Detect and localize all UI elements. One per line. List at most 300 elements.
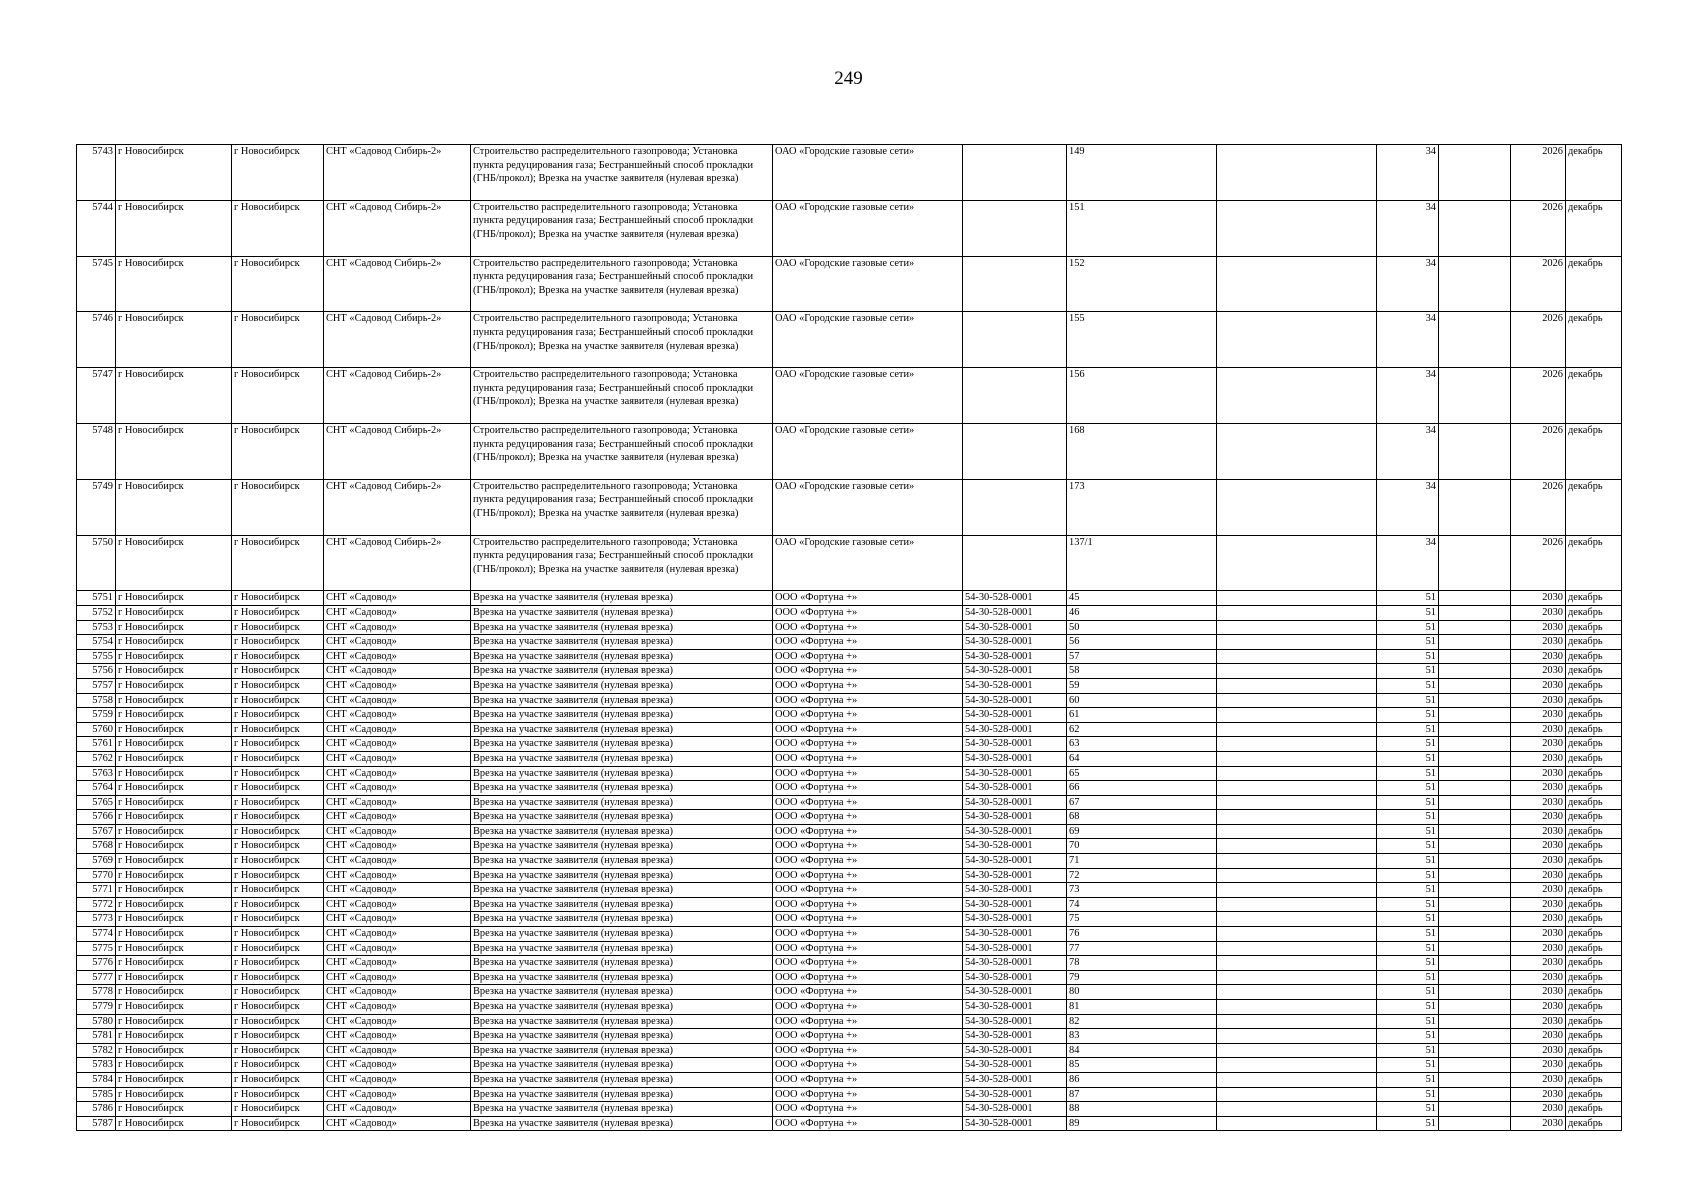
table-row (77, 535, 1622, 591)
distance-cell: 51 (1377, 605, 1439, 620)
year-cell: 2026 (1511, 423, 1566, 479)
blank-cell-1-cell (1217, 781, 1377, 796)
territory-cell: СНТ «Садовод» (324, 1102, 471, 1117)
gas-operator-cell: ООО «Фортуна +» (773, 1102, 963, 1117)
gas-operator-cell: ООО «Фортуна +» (773, 664, 963, 679)
row-number-cell: 5750 (77, 535, 116, 591)
blank-cell-2-cell (1439, 766, 1511, 781)
blank-cell-2-cell (1439, 941, 1511, 956)
object-code-cell: 54-30-528-0001 (963, 854, 1067, 869)
month-cell: декабрь (1566, 737, 1622, 752)
territory-cell: СНТ «Садовод» (324, 1116, 471, 1131)
year-cell: 2030 (1511, 956, 1566, 971)
month-cell: декабрь (1566, 664, 1622, 679)
object-code-cell (963, 368, 1067, 424)
municipality-cell: г Новосибирск (116, 751, 232, 766)
object-code-cell: 54-30-528-0001 (963, 620, 1067, 635)
gas-operator-cell: ОАО «Городские газовые сети» (773, 423, 963, 479)
work-description-cell: Врезка на участке заявителя (нулевая врезка) (471, 854, 773, 869)
month-cell: декабрь (1566, 897, 1622, 912)
municipality-cell: г Новосибирск (116, 368, 232, 424)
blank-cell-1-cell (1217, 941, 1377, 956)
gas-operator-cell: ООО «Фортуна +» (773, 605, 963, 620)
plot-number-cell: 69 (1067, 824, 1217, 839)
month-cell: декабрь (1566, 200, 1622, 256)
row-number-cell: 5779 (77, 1000, 116, 1015)
municipality-cell: г Новосибирск (116, 795, 232, 810)
plot-number-cell: 79 (1067, 970, 1217, 985)
object-code-cell (963, 423, 1067, 479)
month-cell: декабрь (1566, 912, 1622, 927)
work-description-cell: Врезка на участке заявителя (нулевая врезка) (471, 693, 773, 708)
blank-cell-1-cell (1217, 535, 1377, 591)
blank-cell-2-cell (1439, 649, 1511, 664)
blank-cell-1-cell (1217, 145, 1377, 201)
settlement-cell: г Новосибирск (232, 312, 324, 368)
distance-cell: 51 (1377, 708, 1439, 723)
plot-number-cell: 61 (1067, 708, 1217, 723)
plot-number-cell: 173 (1067, 479, 1217, 535)
blank-cell-2-cell (1439, 737, 1511, 752)
blank-cell-2-cell (1439, 868, 1511, 883)
municipality-cell: г Новосибирск (116, 927, 232, 942)
territory-cell: СНТ «Садовод» (324, 664, 471, 679)
distance-cell: 34 (1377, 535, 1439, 591)
object-code-cell: 54-30-528-0001 (963, 912, 1067, 927)
row-number-cell: 5780 (77, 1014, 116, 1029)
settlement-cell: г Новосибирск (232, 708, 324, 723)
object-code-cell: 54-30-528-0001 (963, 941, 1067, 956)
object-code-cell: 54-30-528-0001 (963, 1014, 1067, 1029)
distance-cell: 34 (1377, 423, 1439, 479)
month-cell: декабрь (1566, 795, 1622, 810)
year-cell: 2030 (1511, 591, 1566, 606)
plot-number-cell: 72 (1067, 868, 1217, 883)
object-code-cell: 54-30-528-0001 (963, 897, 1067, 912)
table-row (77, 766, 1622, 781)
row-number-cell: 5760 (77, 722, 116, 737)
year-cell: 2026 (1511, 479, 1566, 535)
row-number-cell: 5756 (77, 664, 116, 679)
blank-cell-1-cell (1217, 479, 1377, 535)
municipality-cell: г Новосибирск (116, 200, 232, 256)
plot-number-cell: 78 (1067, 956, 1217, 971)
work-description-cell: Врезка на участке заявителя (нулевая врезка) (471, 1058, 773, 1073)
work-description-cell: Врезка на участке заявителя (нулевая врезка) (471, 1116, 773, 1131)
gas-operator-cell: ООО «Фортуна +» (773, 941, 963, 956)
object-code-cell: 54-30-528-0001 (963, 868, 1067, 883)
table-row (77, 708, 1622, 723)
month-cell: декабрь (1566, 868, 1622, 883)
territory-cell: СНТ «Садовод Сибирь-2» (324, 312, 471, 368)
gas-operator-cell: ОАО «Городские газовые сети» (773, 200, 963, 256)
municipality-cell: г Новосибирск (116, 781, 232, 796)
settlement-cell: г Новосибирск (232, 883, 324, 898)
month-cell: декабрь (1566, 970, 1622, 985)
gas-operator-cell: ООО «Фортуна +» (773, 970, 963, 985)
work-description-cell: Врезка на участке заявителя (нулевая врезка) (471, 810, 773, 825)
territory-cell: СНТ «Садовод» (324, 927, 471, 942)
blank-cell-2-cell (1439, 839, 1511, 854)
month-cell: декабрь (1566, 1000, 1622, 1015)
month-cell: декабрь (1566, 635, 1622, 650)
blank-cell-1-cell (1217, 200, 1377, 256)
month-cell: декабрь (1566, 605, 1622, 620)
year-cell: 2026 (1511, 145, 1566, 201)
year-cell: 2030 (1511, 824, 1566, 839)
blank-cell-2-cell (1439, 678, 1511, 693)
object-code-cell: 54-30-528-0001 (963, 1000, 1067, 1015)
blank-cell-2-cell (1439, 479, 1511, 535)
settlement-cell: г Новосибирск (232, 824, 324, 839)
blank-cell-2-cell (1439, 795, 1511, 810)
row-number-cell: 5777 (77, 970, 116, 985)
plot-number-cell: 81 (1067, 1000, 1217, 1015)
year-cell: 2030 (1511, 1043, 1566, 1058)
plot-number-cell: 149 (1067, 145, 1217, 201)
table-row (77, 1102, 1622, 1117)
municipality-cell: г Новосибирск (116, 620, 232, 635)
municipality-cell: г Новосибирск (116, 737, 232, 752)
settlement-cell: г Новосибирск (232, 1102, 324, 1117)
blank-cell-2-cell (1439, 1000, 1511, 1015)
settlement-cell: г Новосибирск (232, 781, 324, 796)
month-cell: декабрь (1566, 854, 1622, 869)
blank-cell-2-cell (1439, 1102, 1511, 1117)
work-description-cell: Врезка на участке заявителя (нулевая врезка) (471, 897, 773, 912)
blank-cell-1-cell (1217, 368, 1377, 424)
work-description-cell: Строительство распределительного газопровода; Установка пункта редуцирования газа; Бестраншейный способ прокладки (ГНБ/прокол); Врезка на участке заявителя (нулевая врезка) (471, 479, 773, 535)
object-code-cell (963, 535, 1067, 591)
work-description-cell: Врезка на участке заявителя (нулевая врезка) (471, 970, 773, 985)
blank-cell-1-cell (1217, 722, 1377, 737)
table-row (77, 824, 1622, 839)
municipality-cell: г Новосибирск (116, 1072, 232, 1087)
object-code-cell: 54-30-528-0001 (963, 693, 1067, 708)
plot-number-cell: 63 (1067, 737, 1217, 752)
table-row (77, 941, 1622, 956)
blank-cell-2-cell (1439, 708, 1511, 723)
distance-cell: 51 (1377, 1116, 1439, 1131)
year-cell: 2030 (1511, 810, 1566, 825)
distance-cell: 51 (1377, 854, 1439, 869)
table-row (77, 620, 1622, 635)
territory-cell: СНТ «Садовод Сибирь-2» (324, 423, 471, 479)
blank-cell-2-cell (1439, 956, 1511, 971)
gas-operator-cell: ООО «Фортуна +» (773, 985, 963, 1000)
month-cell: декабрь (1566, 1116, 1622, 1131)
blank-cell-1-cell (1217, 1058, 1377, 1073)
municipality-cell: г Новосибирск (116, 1014, 232, 1029)
territory-cell: СНТ «Садовод» (324, 883, 471, 898)
month-cell: декабрь (1566, 985, 1622, 1000)
gas-operator-cell: ООО «Фортуна +» (773, 1000, 963, 1015)
year-cell: 2030 (1511, 737, 1566, 752)
distance-cell: 51 (1377, 1058, 1439, 1073)
row-number-cell: 5743 (77, 145, 116, 201)
blank-cell-2-cell (1439, 256, 1511, 312)
distance-cell: 34 (1377, 368, 1439, 424)
blank-cell-1-cell (1217, 1000, 1377, 1015)
blank-cell-2-cell (1439, 635, 1511, 650)
territory-cell: СНТ «Садовод» (324, 708, 471, 723)
municipality-cell: г Новосибирск (116, 912, 232, 927)
blank-cell-2-cell (1439, 620, 1511, 635)
distance-cell: 51 (1377, 693, 1439, 708)
month-cell: декабрь (1566, 839, 1622, 854)
year-cell: 2030 (1511, 708, 1566, 723)
municipality-cell: г Новосибирск (116, 1116, 232, 1131)
table-row (77, 693, 1622, 708)
plot-number-cell: 86 (1067, 1072, 1217, 1087)
territory-cell: СНТ «Садовод» (324, 868, 471, 883)
table-row (77, 912, 1622, 927)
row-number-cell: 5772 (77, 897, 116, 912)
row-number-cell: 5768 (77, 839, 116, 854)
territory-cell: СНТ «Садовод» (324, 1043, 471, 1058)
municipality-cell: г Новосибирск (116, 985, 232, 1000)
distance-cell: 51 (1377, 635, 1439, 650)
settlement-cell: г Новосибирск (232, 868, 324, 883)
distance-cell: 51 (1377, 751, 1439, 766)
row-number-cell: 5785 (77, 1087, 116, 1102)
blank-cell-1-cell (1217, 678, 1377, 693)
territory-cell: СНТ «Садовод Сибирь-2» (324, 145, 471, 201)
distance-cell: 34 (1377, 145, 1439, 201)
plot-number-cell: 59 (1067, 678, 1217, 693)
work-description-cell: Врезка на участке заявителя (нулевая врезка) (471, 1102, 773, 1117)
object-code-cell: 54-30-528-0001 (963, 883, 1067, 898)
distance-cell: 51 (1377, 1102, 1439, 1117)
distance-cell: 34 (1377, 256, 1439, 312)
settlement-cell: г Новосибирск (232, 256, 324, 312)
municipality-cell: г Новосибирск (116, 678, 232, 693)
row-number-cell: 5766 (77, 810, 116, 825)
territory-cell: СНТ «Садовод» (324, 635, 471, 650)
territory-cell: СНТ «Садовод» (324, 1072, 471, 1087)
municipality-cell: г Новосибирск (116, 941, 232, 956)
municipality-cell: г Новосибирск (116, 897, 232, 912)
plot-number-cell: 67 (1067, 795, 1217, 810)
table-row (77, 722, 1622, 737)
blank-cell-2-cell (1439, 1116, 1511, 1131)
object-code-cell: 54-30-528-0001 (963, 737, 1067, 752)
blank-cell-2-cell (1439, 1014, 1511, 1029)
row-number-cell: 5786 (77, 1102, 116, 1117)
year-cell: 2030 (1511, 795, 1566, 810)
blank-cell-2-cell (1439, 605, 1511, 620)
gas-operator-cell: ОАО «Городские газовые сети» (773, 368, 963, 424)
blank-cell-1-cell (1217, 1014, 1377, 1029)
settlement-cell: г Новосибирск (232, 1116, 324, 1131)
year-cell: 2030 (1511, 766, 1566, 781)
year-cell: 2030 (1511, 605, 1566, 620)
distance-cell: 51 (1377, 927, 1439, 942)
gas-operator-cell: ОАО «Городские газовые сети» (773, 256, 963, 312)
object-code-cell: 54-30-528-0001 (963, 708, 1067, 723)
row-number-cell: 5747 (77, 368, 116, 424)
distance-cell: 51 (1377, 722, 1439, 737)
distance-cell: 34 (1377, 479, 1439, 535)
object-code-cell: 54-30-528-0001 (963, 664, 1067, 679)
settlement-cell: г Новосибирск (232, 200, 324, 256)
year-cell: 2030 (1511, 839, 1566, 854)
blank-cell-1-cell (1217, 927, 1377, 942)
row-number-cell: 5745 (77, 256, 116, 312)
table-row (77, 649, 1622, 664)
settlement-cell: г Новосибирск (232, 737, 324, 752)
work-description-cell: Врезка на участке заявителя (нулевая врезка) (471, 927, 773, 942)
settlement-cell: г Новосибирск (232, 722, 324, 737)
gas-operator-cell: ООО «Фортуна +» (773, 795, 963, 810)
distance-cell: 51 (1377, 795, 1439, 810)
row-number-cell: 5755 (77, 649, 116, 664)
row-number-cell: 5763 (77, 766, 116, 781)
plot-number-cell: 152 (1067, 256, 1217, 312)
blank-cell-2-cell (1439, 722, 1511, 737)
year-cell: 2030 (1511, 1072, 1566, 1087)
blank-cell-2-cell (1439, 1043, 1511, 1058)
table-row (77, 970, 1622, 985)
month-cell: декабрь (1566, 810, 1622, 825)
object-code-cell: 54-30-528-0001 (963, 678, 1067, 693)
object-code-cell: 54-30-528-0001 (963, 810, 1067, 825)
municipality-cell: г Новосибирск (116, 649, 232, 664)
plot-number-cell: 151 (1067, 200, 1217, 256)
blank-cell-1-cell (1217, 664, 1377, 679)
distance-cell: 51 (1377, 678, 1439, 693)
settlement-cell: г Новосибирск (232, 912, 324, 927)
work-description-cell: Врезка на участке заявителя (нулевая врезка) (471, 1000, 773, 1015)
month-cell: декабрь (1566, 941, 1622, 956)
year-cell: 2030 (1511, 1116, 1566, 1131)
blank-cell-2-cell (1439, 535, 1511, 591)
year-cell: 2030 (1511, 1029, 1566, 1044)
municipality-cell: г Новосибирск (116, 708, 232, 723)
month-cell: декабрь (1566, 781, 1622, 796)
gas-operator-cell: ООО «Фортуна +» (773, 1043, 963, 1058)
table-row (77, 200, 1622, 256)
month-cell: декабрь (1566, 423, 1622, 479)
settlement-cell: г Новосибирск (232, 1072, 324, 1087)
gas-operator-cell: ООО «Фортуна +» (773, 868, 963, 883)
object-code-cell: 54-30-528-0001 (963, 605, 1067, 620)
blank-cell-1-cell (1217, 912, 1377, 927)
month-cell: декабрь (1566, 956, 1622, 971)
settlement-cell: г Новосибирск (232, 1087, 324, 1102)
blank-cell-2-cell (1439, 1058, 1511, 1073)
plot-number-cell: 75 (1067, 912, 1217, 927)
blank-cell-1-cell (1217, 1029, 1377, 1044)
municipality-cell: г Новосибирск (116, 883, 232, 898)
blank-cell-1-cell (1217, 708, 1377, 723)
settlement-cell: г Новосибирск (232, 535, 324, 591)
month-cell: декабрь (1566, 535, 1622, 591)
territory-cell: СНТ «Садовод» (324, 795, 471, 810)
table-row (77, 1029, 1622, 1044)
object-code-cell: 54-30-528-0001 (963, 927, 1067, 942)
plot-number-cell: 56 (1067, 635, 1217, 650)
object-code-cell (963, 200, 1067, 256)
gas-operator-cell: ООО «Фортуна +» (773, 635, 963, 650)
gas-operator-cell: ООО «Фортуна +» (773, 781, 963, 796)
settlement-cell: г Новосибирск (232, 145, 324, 201)
settlement-cell: г Новосибирск (232, 985, 324, 1000)
year-cell: 2030 (1511, 1087, 1566, 1102)
municipality-cell: г Новосибирск (116, 605, 232, 620)
settlement-cell: г Новосибирск (232, 693, 324, 708)
work-description-cell: Врезка на участке заявителя (нулевая врезка) (471, 708, 773, 723)
table-row (77, 1014, 1622, 1029)
municipality-cell: г Новосибирск (116, 1029, 232, 1044)
object-code-cell: 54-30-528-0001 (963, 839, 1067, 854)
month-cell: декабрь (1566, 312, 1622, 368)
distance-cell: 34 (1377, 312, 1439, 368)
work-description-cell: Врезка на участке заявителя (нулевая врезка) (471, 985, 773, 1000)
plot-number-cell: 168 (1067, 423, 1217, 479)
object-code-cell (963, 312, 1067, 368)
plot-number-cell: 50 (1067, 620, 1217, 635)
plot-number-cell: 57 (1067, 649, 1217, 664)
plot-number-cell: 65 (1067, 766, 1217, 781)
work-description-cell: Врезка на участке заявителя (нулевая врезка) (471, 766, 773, 781)
row-number-cell: 5767 (77, 824, 116, 839)
table-row (77, 591, 1622, 606)
municipality-cell: г Новосибирск (116, 1087, 232, 1102)
table-row (77, 883, 1622, 898)
distance-cell: 34 (1377, 200, 1439, 256)
object-code-cell: 54-30-528-0001 (963, 824, 1067, 839)
month-cell: декабрь (1566, 1043, 1622, 1058)
work-description-cell: Врезка на участке заявителя (нулевая врезка) (471, 1029, 773, 1044)
table-row (77, 810, 1622, 825)
table-row (77, 839, 1622, 854)
plot-number-cell: 77 (1067, 941, 1217, 956)
month-cell: декабрь (1566, 620, 1622, 635)
year-cell: 2030 (1511, 1102, 1566, 1117)
table-row (77, 868, 1622, 883)
work-description-cell: Врезка на участке заявителя (нулевая врезка) (471, 591, 773, 606)
row-number-cell: 5778 (77, 985, 116, 1000)
row-number-cell: 5758 (77, 693, 116, 708)
row-number-cell: 5746 (77, 312, 116, 368)
row-number-cell: 5781 (77, 1029, 116, 1044)
territory-cell: СНТ «Садовод Сибирь-2» (324, 535, 471, 591)
territory-cell: СНТ «Садовод» (324, 1000, 471, 1015)
row-number-cell: 5761 (77, 737, 116, 752)
distance-cell: 51 (1377, 766, 1439, 781)
territory-cell: СНТ «Садовод» (324, 810, 471, 825)
distance-cell: 51 (1377, 620, 1439, 635)
territory-cell: СНТ «Садовод» (324, 1087, 471, 1102)
work-description-cell: Врезка на участке заявителя (нулевая врезка) (471, 605, 773, 620)
territory-cell: СНТ «Садовод» (324, 1029, 471, 1044)
territory-cell: СНТ «Садовод» (324, 751, 471, 766)
distance-cell: 51 (1377, 824, 1439, 839)
object-code-cell: 54-30-528-0001 (963, 795, 1067, 810)
gas-operator-cell: ООО «Фортуна +» (773, 1087, 963, 1102)
distance-cell: 51 (1377, 956, 1439, 971)
gasification-table (76, 144, 1622, 1131)
settlement-cell: г Новосибирск (232, 479, 324, 535)
gas-operator-cell: ООО «Фортуна +» (773, 1072, 963, 1087)
plot-number-cell: 89 (1067, 1116, 1217, 1131)
blank-cell-1-cell (1217, 854, 1377, 869)
territory-cell: СНТ «Садовод» (324, 649, 471, 664)
municipality-cell: г Новосибирск (116, 1058, 232, 1073)
municipality-cell: г Новосибирск (116, 423, 232, 479)
year-cell: 2030 (1511, 693, 1566, 708)
